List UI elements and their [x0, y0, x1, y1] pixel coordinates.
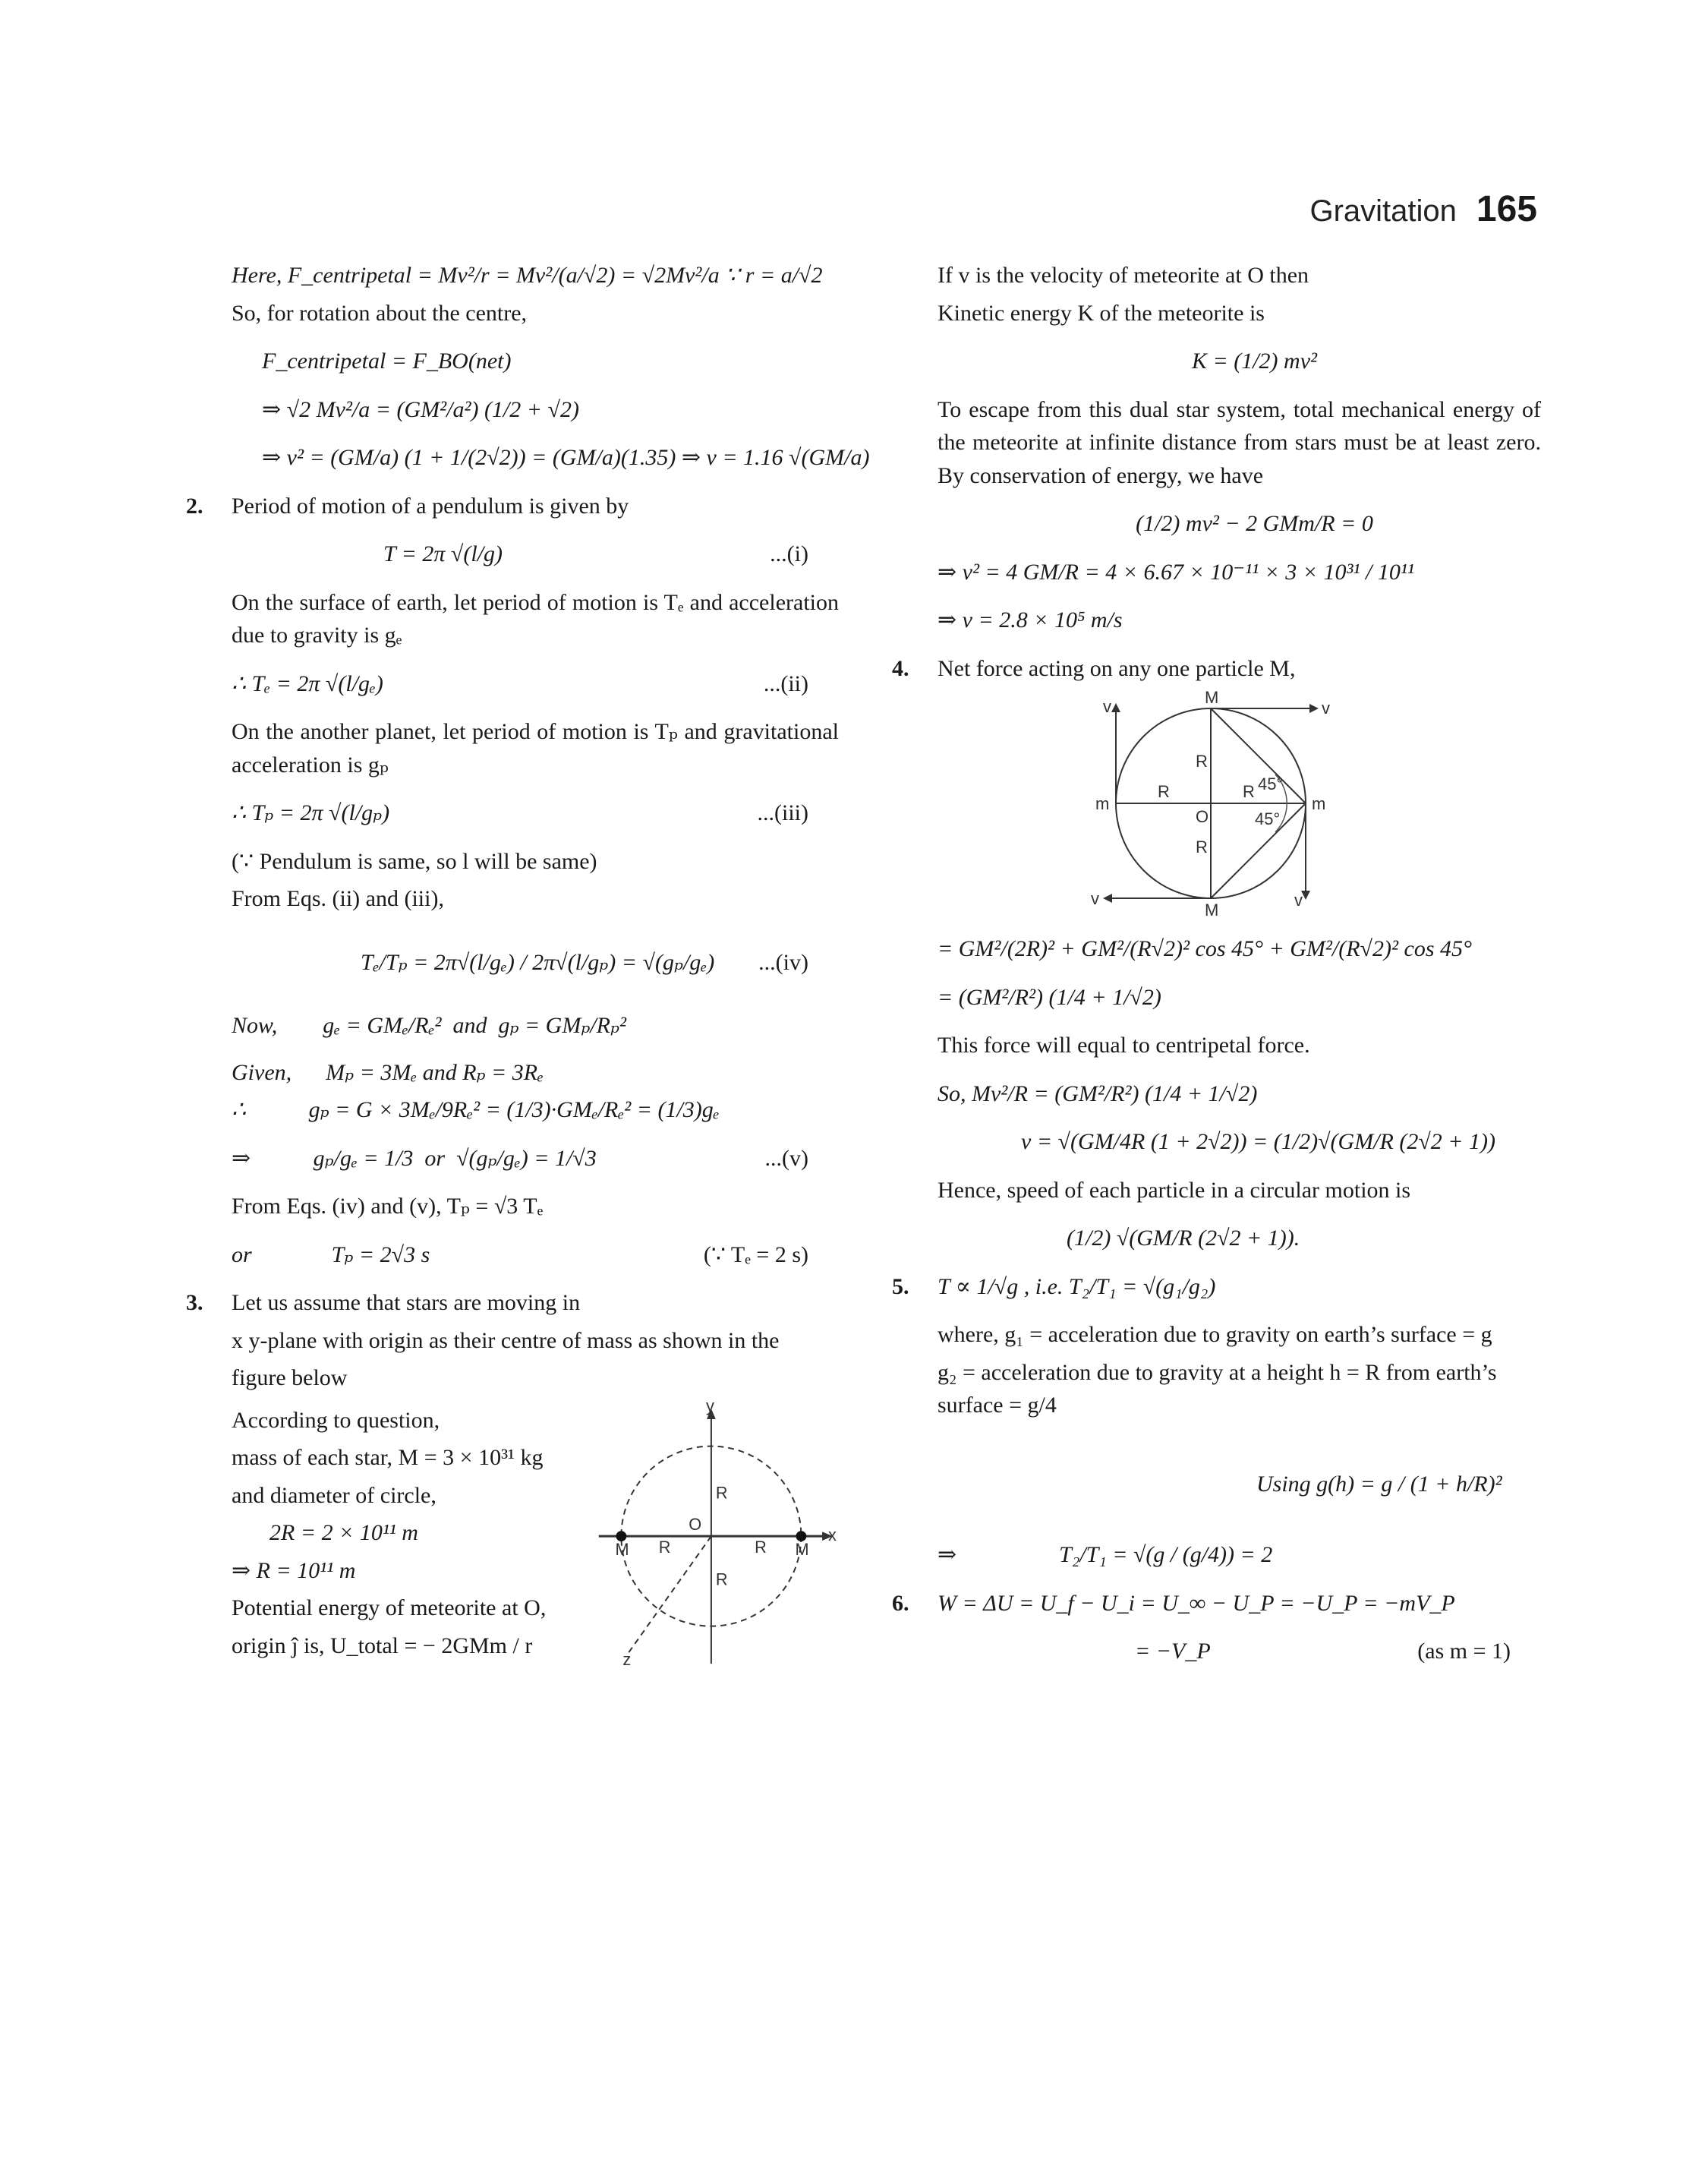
equation: ∴ Tₚ = 2π √(l/gₚ) ...(iii) [232, 797, 839, 830]
equation-tag: (∵ Tₑ = 2 s) [703, 1241, 808, 1267]
mass-label: M [1205, 901, 1219, 917]
text-line: To escape from this dual star system, total mechanical energy of the meteorite at infinite distance from stars must be at least zero. By conservation of energy, we have [938, 396, 1541, 488]
radius-label: R [1243, 782, 1255, 801]
text-line: (∵ Pendulum is same, so l will be same) [232, 848, 597, 874]
equation: Using g(h) = g / (1 + h/R)² [1256, 1471, 1502, 1497]
page-header [1309, 188, 1537, 230]
velocity-label: v [1294, 891, 1303, 910]
solution-number: 2. [186, 493, 203, 519]
mass-label: m [1095, 794, 1110, 813]
solution-number: 5. [892, 1273, 909, 1299]
text-line: From Eqs. (ii) and (iii), [232, 886, 444, 911]
text-line: 2R = 2 × 10¹¹ m [269, 1520, 418, 1545]
solution-6 [892, 1587, 1541, 1668]
text-line: figure below [232, 1365, 348, 1390]
solution-3-text [232, 1399, 584, 1667]
radius-label: R [716, 1569, 728, 1588]
solution-3-body [232, 1399, 839, 1688]
equation: = GM²/(2R)² + GM²/(R√2)² cos 45° + GM²/(R√2)² cos 45° [938, 936, 1472, 961]
text-line: Potential energy of meteorite at O, [232, 1595, 547, 1620]
text-line: Given, Mₚ = 3Mₑ and Rₚ = 3Rₑ [232, 1059, 544, 1085]
equation-tag: ...(iv) [758, 949, 808, 975]
solution-3-continued [892, 259, 1541, 637]
equation: W = ΔU = U_f − U_i = U_∞ − U_P = −U_P = −mV_P [938, 1590, 1455, 1616]
velocity-label: v [1322, 699, 1330, 718]
equation: ⇒ T₂/T₁ = √(g / (g/4)) = 2 [938, 1542, 1273, 1567]
text-line: and diameter of circle, [232, 1482, 436, 1508]
equation: or Tₚ = 2√3 s (∵ Tₑ = 2 s) [232, 1238, 839, 1272]
equation-tag: ...(ii) [763, 670, 808, 696]
equation-tag: (as m = 1) [1417, 1639, 1511, 1664]
mass-label: M [795, 1539, 809, 1559]
text-line: mass of each star, M = 3 × 10³¹ kg [232, 1445, 544, 1470]
equation: T = 2π √(l/g) ...(i) [383, 538, 839, 571]
solution-3 [186, 1286, 839, 1688]
origin-label: O [1196, 807, 1209, 826]
four-particle-diagram [1082, 689, 1355, 917]
angle-label: 45° [1255, 809, 1281, 828]
text-line: On the another planet, let period of motion is Tₚ and gravitational acceleration is gₚ [232, 719, 839, 778]
equation-tag: ...(v) [764, 1145, 808, 1171]
solution-2 [186, 490, 839, 1272]
text-line: From Eqs. (iv) and (v), Tₚ = √3 Tₑ [232, 1194, 544, 1219]
equation: = (GM²/R²) (1/4 + 1/√2) [938, 984, 1161, 1010]
equation-tag: ...(i) [770, 541, 808, 566]
axis-label-y: y [706, 1399, 715, 1415]
mass-label: M [1205, 689, 1219, 707]
radius-label: R [755, 1537, 767, 1557]
binary-star-diagram [584, 1399, 839, 1688]
equation: ⇒ v = 2.8 × 10⁵ m/s [938, 607, 1123, 633]
equation: K = (1/2) mv² [1191, 349, 1318, 374]
equation: ⇒ gₚ/gₑ = 1/3 or √(gₚ/gₑ) = 1/√3 ...(v) [232, 1142, 839, 1175]
text-line: On the surface of earth, let period of motion is Tₑ and acceleration due to gravity is gₑ [232, 589, 839, 648]
text-line: x y-plane with origin as their centre of mass as shown in the [232, 1327, 780, 1353]
radius-label: R [1158, 782, 1170, 801]
equation: = −V_P (as m = 1) [1135, 1635, 1541, 1668]
text-line: If v is the velocity of meteorite at O then [938, 263, 1309, 288]
equation: (1/2) √(GM/R (2√2 + 1)). [1067, 1226, 1300, 1251]
text-line: Now, gₑ = GMₑ/Rₑ² and gₚ = GMₚ/Rₚ² [232, 1013, 626, 1038]
equation-tag: ...(iii) [757, 800, 808, 825]
text-line: where, g₁ = acceleration due to gravity on earth’s surface = g [938, 1322, 1492, 1347]
text-line: origin ĵ is, U_total = − 2GMm / r [232, 1633, 533, 1658]
text-line: ⇒ R = 10¹¹ m [232, 1557, 356, 1583]
solution-number: 4. [892, 655, 909, 681]
equation: ⇒ v² = (GM/a) (1 + 1/(2√2)) = (GM/a)(1.35) ⇒ v = 1.16 √(GM/a) [262, 445, 870, 470]
text-line: Let us assume that stars are moving in [232, 1290, 581, 1315]
equation: ⇒ v² = 4 GM/R = 4 × 6.67 × 10⁻¹¹ × 3 × 10³¹ / 10¹¹ [938, 559, 1414, 585]
right-column [892, 254, 1541, 1683]
radius-label: R [658, 1537, 671, 1557]
solution-number: 3. [186, 1290, 203, 1315]
equation: T ∝ 1/√g , i.e. T₂/T₁ = √(g₁/g₂) [938, 1273, 1216, 1299]
equation: So, Mv²/R = (GM²/R²) (1/4 + 1/√2) [938, 1080, 1258, 1106]
mass-label: M [615, 1539, 629, 1559]
text-line: Here, F_centripetal = Mv²/r = Mv²/(a/√2) = √2Mv²/a ∵ r = a/√2 [232, 263, 823, 288]
text-line: Kinetic energy K of the meteorite is [938, 300, 1265, 326]
axis-label-x: x [828, 1525, 837, 1544]
origin-label: O [689, 1514, 702, 1534]
page-number: 165 [1476, 189, 1537, 229]
velocity-label: v [1103, 697, 1111, 716]
equation: Tₑ/Tₚ = 2π√(l/gₑ) / 2π√(l/gₚ) = √(gₚ/gₑ) ...(iv) [361, 946, 839, 980]
solution-1-continued [186, 259, 870, 475]
text-line: According to question, [232, 1407, 440, 1433]
axis-label-z: z [622, 1649, 632, 1669]
radius-label: R [1196, 752, 1208, 771]
mass-label: m [1312, 794, 1326, 813]
solution-4 [892, 652, 1541, 1255]
solution-number: 6. [892, 1590, 909, 1616]
text-line: ∴ gₚ = G × 3Mₑ/9Rₑ² = (1/3)·GMₑ/Rₑ² = (1/3)gₑ [232, 1097, 720, 1122]
chapter-title: Gravitation [1309, 194, 1457, 228]
equation: F_centripetal = F_BO(net) [262, 349, 512, 374]
equation: v = √(GM/4R (1 + 2√2)) = (1/2)√(GM/R (2√2 + 1)) [1021, 1129, 1496, 1154]
angle-label: 45° [1258, 774, 1284, 793]
text-line: So, for rotation about the centre, [232, 300, 528, 326]
text-line: Period of motion of a pendulum is given by [232, 493, 629, 519]
equation: (1/2) mv² − 2 GMm/R = 0 [1136, 511, 1373, 536]
radius-label: R [1196, 838, 1208, 856]
velocity-label: v [1091, 889, 1099, 908]
text-line: g₂ = acceleration due to gravity at a height h = R from earth’s surface = g/4 [938, 1359, 1497, 1418]
equation: ⇒ √2 Mv²/a = (GM²/a²) (1/2 + √2) [262, 396, 579, 422]
solution-5 [892, 1270, 1541, 1572]
radius-label: R [716, 1483, 728, 1503]
text-line: Net force acting on any one particle M, [938, 655, 1296, 681]
text-line: Hence, speed of each particle in a circular motion is [938, 1177, 1411, 1203]
equation: ∴ Tₑ = 2π √(l/gₑ) ...(ii) [232, 667, 839, 701]
left-column [186, 254, 870, 1703]
text-line: This force will equal to centripetal force. [938, 1033, 1310, 1058]
